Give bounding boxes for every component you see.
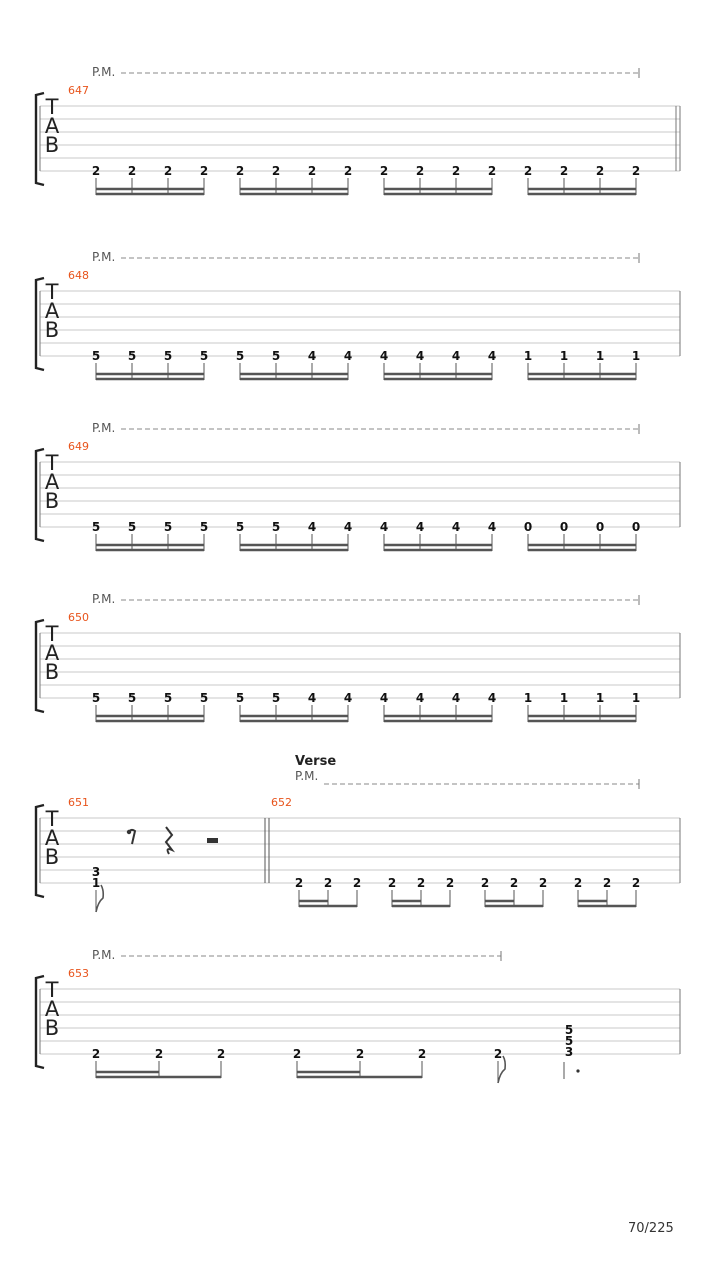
- fret-number: 5: [163, 520, 173, 534]
- fret-number: 4: [379, 520, 389, 534]
- fret-number: 2: [216, 1047, 226, 1061]
- fret-number: 2: [91, 1047, 101, 1061]
- palm-mute-label: P.M.: [92, 592, 116, 606]
- tab-clef-letter: A: [44, 641, 60, 665]
- fret-number: 3: [91, 865, 101, 879]
- measure-number: 648: [68, 269, 89, 282]
- tab-clef-letter: B: [44, 133, 60, 157]
- fret-number: 5: [199, 349, 209, 363]
- tab-clef-letter: B: [44, 660, 60, 684]
- measure-number: 652: [271, 796, 292, 809]
- fret-number: 4: [307, 691, 317, 705]
- measure-number: 651: [68, 796, 89, 809]
- fret-number: 5: [271, 691, 281, 705]
- tab-clef-letter: T: [45, 280, 59, 304]
- eighth-rest-dot: [127, 830, 131, 834]
- fret-number: 5: [564, 1034, 574, 1048]
- page-number: 70/225: [628, 1221, 674, 1236]
- fret-number: 1: [631, 349, 641, 363]
- fret-number: 5: [163, 691, 173, 705]
- tab-clef-letter: A: [44, 114, 60, 138]
- fret-number: 4: [307, 349, 317, 363]
- fret-number: 5: [91, 691, 101, 705]
- fret-number: 4: [379, 349, 389, 363]
- fret-number: 4: [451, 349, 461, 363]
- fret-number: 2: [91, 164, 101, 178]
- fret-number: 5: [235, 520, 245, 534]
- palm-mute-label: P.M.: [92, 948, 116, 962]
- measure-number: 647: [68, 84, 89, 97]
- palm-mute-label: P.M.: [92, 250, 116, 264]
- fret-number: 2: [415, 164, 425, 178]
- fret-number: 5: [564, 1023, 574, 1037]
- tab-clef-letter: T: [45, 807, 59, 831]
- fret-number: 1: [631, 691, 641, 705]
- fret-number: 4: [415, 691, 425, 705]
- fret-number: 2: [417, 1047, 427, 1061]
- tab-clef-letter: A: [44, 470, 60, 494]
- fret-number: 4: [415, 349, 425, 363]
- section-label: Verse: [295, 754, 337, 769]
- fret-number: 2: [352, 876, 362, 890]
- fret-number: 2: [235, 164, 245, 178]
- fret-number: 2: [509, 876, 519, 890]
- measure-number: 653: [68, 967, 89, 980]
- fret-number: 4: [343, 520, 353, 534]
- fret-number: 1: [523, 691, 533, 705]
- tab-clef-letter: T: [45, 622, 59, 646]
- fret-number: 4: [343, 691, 353, 705]
- measure-number: 649: [68, 440, 89, 453]
- fret-number: 2: [445, 876, 455, 890]
- fret-number: 2: [631, 164, 641, 178]
- fret-number: 1: [595, 691, 605, 705]
- fret-number: 2: [379, 164, 389, 178]
- fret-number: 5: [199, 520, 209, 534]
- tab-clef-letter: B: [44, 489, 60, 513]
- fret-number: 2: [355, 1047, 365, 1061]
- tab-clef-letter: B: [44, 318, 60, 342]
- fret-number: 5: [91, 349, 101, 363]
- tab-clef-letter: A: [44, 997, 60, 1021]
- fret-number: 2: [294, 876, 304, 890]
- tab-clef-letter: T: [45, 95, 59, 119]
- fret-number: 2: [523, 164, 533, 178]
- fret-number: 2: [602, 876, 612, 890]
- fret-number: 2: [487, 164, 497, 178]
- fret-number: 4: [487, 691, 497, 705]
- fret-number: 0: [595, 520, 605, 534]
- fret-number: 1: [523, 349, 533, 363]
- fret-number: 1: [559, 349, 569, 363]
- fret-number: 2: [595, 164, 605, 178]
- fret-number: 4: [451, 520, 461, 534]
- fret-number: 5: [127, 691, 137, 705]
- palm-mute-label: P.M.: [92, 65, 116, 79]
- fret-number: 4: [487, 520, 497, 534]
- fret-number: 2: [292, 1047, 302, 1061]
- tab-clef-letter: B: [44, 845, 60, 869]
- fret-number: 4: [415, 520, 425, 534]
- fret-number: 5: [91, 520, 101, 534]
- palm-mute-label: P.M.: [295, 769, 319, 783]
- fret-number: 4: [451, 691, 461, 705]
- fret-number: 2: [271, 164, 281, 178]
- fret-number: 4: [307, 520, 317, 534]
- fret-number: 2: [127, 164, 137, 178]
- fret-number: 5: [271, 349, 281, 363]
- fret-number: 5: [127, 349, 137, 363]
- tab-clef-letter: B: [44, 1016, 60, 1040]
- fret-number: 2: [631, 876, 641, 890]
- fret-number: 2: [538, 876, 548, 890]
- dot: [576, 1069, 579, 1072]
- palm-mute-label: P.M.: [92, 421, 116, 435]
- fret-number: 2: [199, 164, 209, 178]
- fret-number: 2: [416, 876, 426, 890]
- fret-number: 5: [235, 349, 245, 363]
- tab-clef-letter: A: [44, 826, 60, 850]
- tab-clef-letter: A: [44, 299, 60, 323]
- fret-number: 3: [564, 1045, 574, 1059]
- fret-number: 5: [163, 349, 173, 363]
- fret-number: 4: [379, 691, 389, 705]
- fret-number: 5: [235, 691, 245, 705]
- fret-number: 2: [323, 876, 333, 890]
- fret-number: 4: [343, 349, 353, 363]
- fret-number: 1: [559, 691, 569, 705]
- fret-number: 2: [493, 1047, 503, 1061]
- fret-number: 2: [307, 164, 317, 178]
- fret-number: 4: [487, 349, 497, 363]
- fret-number: 2: [559, 164, 569, 178]
- tab-clef-letter: T: [45, 451, 59, 475]
- fret-number: 2: [451, 164, 461, 178]
- fret-number: 2: [480, 876, 490, 890]
- tab-clef-letter: T: [45, 978, 59, 1002]
- fret-number: 5: [127, 520, 137, 534]
- fret-number: 0: [559, 520, 569, 534]
- fret-number: 5: [271, 520, 281, 534]
- fret-number: 5: [199, 691, 209, 705]
- fret-number: 2: [154, 1047, 164, 1061]
- fret-number: 2: [343, 164, 353, 178]
- fret-number: 0: [523, 520, 533, 534]
- half-rest: [207, 838, 218, 843]
- fret-number: 2: [163, 164, 173, 178]
- measure-number: 650: [68, 611, 89, 624]
- fret-number: 0: [631, 520, 641, 534]
- fret-number: 2: [573, 876, 583, 890]
- fret-number: 2: [387, 876, 397, 890]
- fret-number: 1: [91, 876, 101, 890]
- fret-number: 1: [595, 349, 605, 363]
